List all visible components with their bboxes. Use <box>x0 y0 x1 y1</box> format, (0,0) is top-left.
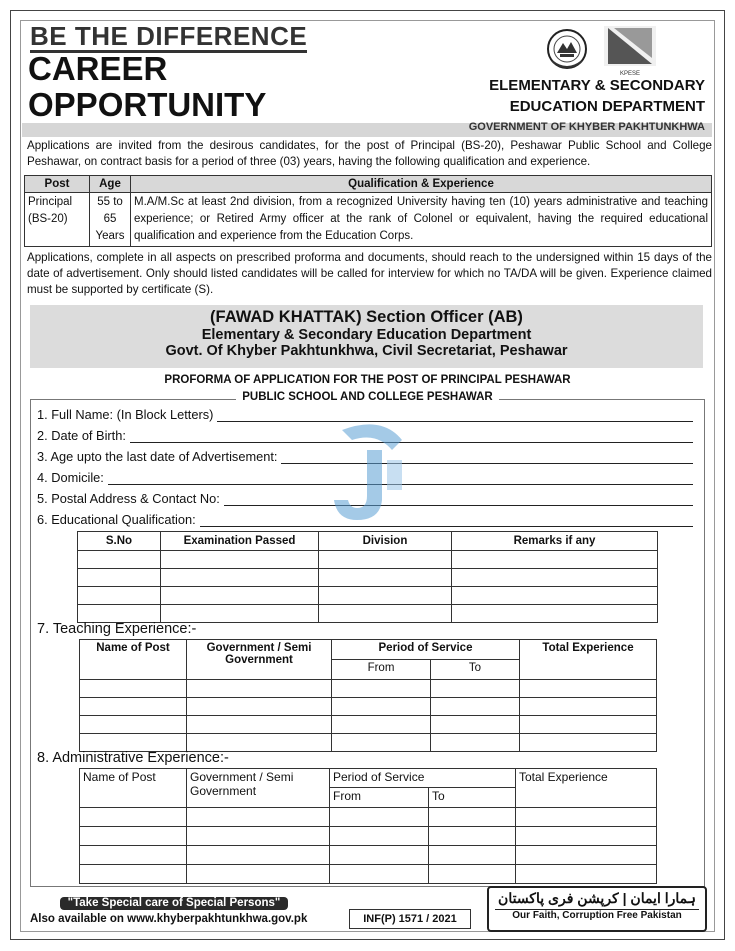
teach-col-from: From <box>332 660 431 680</box>
admin-col-to: To <box>429 788 516 808</box>
table-row <box>80 808 657 827</box>
admin-col-total: Total Experience <box>516 769 657 808</box>
teach-col-period: Period of Service <box>332 640 520 660</box>
education-table <box>77 531 658 623</box>
dob-label: 2. Date of Birth: <box>37 428 126 443</box>
teach-col-name: Name of Post <box>80 640 187 680</box>
table-row <box>80 846 657 865</box>
faith-slogan: Our Faith, Corruption Free Pakistan <box>495 909 699 921</box>
kpese-logo-icon <box>604 26 656 77</box>
table-row <box>78 605 658 623</box>
admin-col-govt: Government / Semi Government <box>187 769 330 808</box>
table-row <box>80 716 657 734</box>
proforma-title-1: PROFORMA OF APPLICATION FOR THE POST OF PRINCIPAL PESHAWAR <box>164 374 571 386</box>
inf-number: INF(P) 1571 / 2021 <box>349 909 471 929</box>
title-career: CAREER <box>28 50 168 87</box>
education-label: 6. Educational Qualification: <box>37 512 196 527</box>
qualification-table <box>24 175 712 247</box>
edu-col-remarks: Remarks if any <box>452 532 658 551</box>
admin-col-period: Period of Service <box>330 769 516 788</box>
faith-badge <box>487 886 707 932</box>
officer-dept: Elementary & Secondary Education Department <box>201 327 532 343</box>
teaching-table <box>79 639 657 752</box>
address-line[interactable] <box>224 494 693 506</box>
table-row <box>80 734 657 752</box>
table-row <box>78 569 658 587</box>
address-label: 5. Postal Address & Contact No: <box>37 491 220 506</box>
proforma-title-2-text: PUBLIC SCHOOL AND COLLEGE PESHAWAR <box>236 391 498 403</box>
full-name-line[interactable] <box>217 410 693 422</box>
domicile-label: 4. Domicile: <box>37 470 104 485</box>
tagline: BE THE DIFFERENCE <box>30 21 308 51</box>
kp-emblem-icon <box>544 27 590 73</box>
title-opportunity: OPPORTUNITY <box>28 86 267 123</box>
applications-note: Applications, complete in all aspects on prescribed proforma and documents, should reach to the undersigned within 15 days of the date of advertisement. Only should listed candidates will be called for interview for which no TA/DA will be given. Experience claimed must be supported by certificate (S). <box>27 251 712 296</box>
watermark-logo-icon <box>322 420 417 530</box>
edu-col-division: Division <box>319 532 452 551</box>
edu-col-exam: Examination Passed <box>161 532 319 551</box>
table-row <box>80 865 657 884</box>
edu-col-sno: S.No <box>78 532 161 551</box>
table-row <box>78 587 658 605</box>
education-line[interactable] <box>200 515 693 527</box>
teaching-title: 7. Teaching Experience:- <box>37 621 197 637</box>
website-note: Also available on www.khyberpakhtunkhwa.gov.pk <box>30 913 308 925</box>
admin-title: 8. Administrative Experience:- <box>37 750 229 766</box>
admin-col-from: From <box>330 788 429 808</box>
teach-col-total: Total Experience <box>520 640 657 680</box>
col-qualification: Qualification & Experience <box>131 176 712 193</box>
table-row <box>80 680 657 698</box>
dept-line-2: EDUCATION DEPARTMENT <box>509 98 705 115</box>
age-value: 55 to 65 Years <box>90 193 131 247</box>
admin-col-name: Name of Post <box>80 769 187 808</box>
qualification-value: M.A/M.Sc at least 2nd division, from a recognized University having ten (10) years administrative and teaching experience; or Retired Army officer at the rank of Colonel or equivalent, having the required educational qualification and experience from the Education Corps. <box>131 193 712 247</box>
admin-table <box>79 768 657 884</box>
col-post: Post <box>25 176 90 193</box>
full-name-label: 1. Full Name: (In Block Letters) <box>37 407 214 422</box>
special-persons-banner: "Take Special care of Special Persons" <box>60 897 288 910</box>
teach-col-to: To <box>431 660 520 680</box>
table-row <box>78 551 658 569</box>
proforma-title-2 <box>0 391 735 403</box>
govt-name: GOVERNMENT OF KHYBER PAKHTUNKHWA <box>468 121 705 133</box>
col-age: Age <box>90 176 131 193</box>
table-row <box>80 698 657 716</box>
teach-col-govt: Government / Semi Government <box>187 640 332 680</box>
post-value: Principal (BS-20) <box>25 193 90 247</box>
officer-box <box>30 305 703 368</box>
officer-address: Govt. Of Khyber Pakhtunkhwa, Civil Secretariat, Peshawar <box>165 343 568 359</box>
urdu-slogan: ہمارا ایمان | کرپشن فری پاکستان <box>498 890 696 906</box>
age-label: 3. Age upto the last date of Advertisement: <box>37 449 278 464</box>
kpese-logo-text: KPESE <box>619 71 640 77</box>
dept-line-1: ELEMENTARY & SECONDARY <box>489 77 705 94</box>
intro-paragraph: Applications are invited from the desirous candidates, for the post of Principal (BS-20), Peshawar Public School and College Peshawar, on contract basis for a period of three (03) years, having the following qualification and experience. <box>27 139 712 168</box>
officer-name: (FAWAD KHATTAK) Section Officer (AB) <box>210 308 523 326</box>
table-row <box>80 827 657 846</box>
